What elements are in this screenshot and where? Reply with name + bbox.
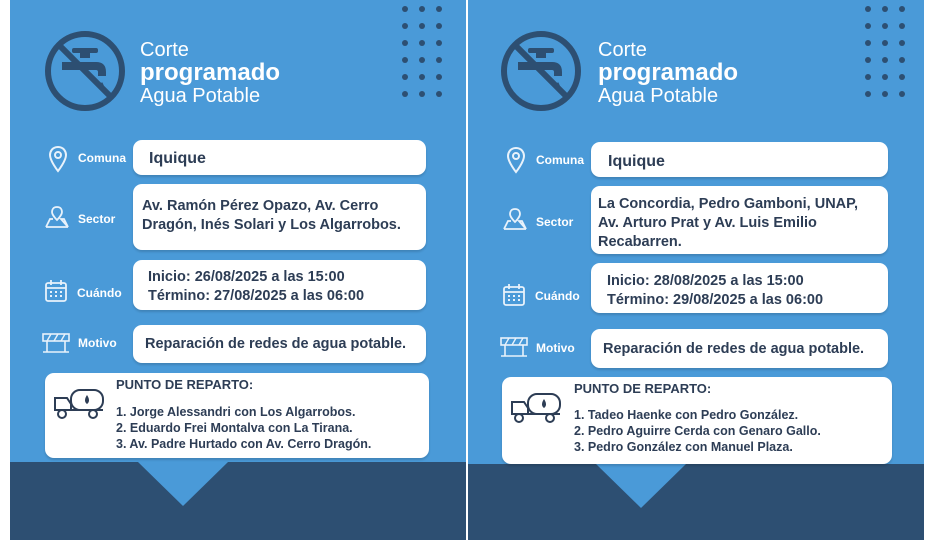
sector-box [591, 186, 888, 254]
flyer-title [598, 40, 738, 106]
title-line-1: Corte [140, 39, 189, 61]
reparto-list [116, 404, 429, 452]
water-truck-icon [53, 386, 105, 425]
flyer-left [10, 0, 466, 540]
water-truck-icon [510, 390, 562, 429]
reparto-title: PUNTO DE REPARTO: [116, 377, 254, 392]
label-motivo: Motivo [536, 341, 575, 355]
bottom-band [468, 464, 924, 540]
title-line-2: programado [140, 59, 281, 86]
title-line-3: Agua Potable [598, 85, 719, 107]
title-line-2: programado [598, 59, 739, 86]
label-sector: Sector [536, 215, 574, 229]
reparto-item: 2. Eduardo Frei Montalva con La Tirana. [116, 421, 353, 435]
decorative-dots [865, 6, 905, 97]
sector-line-2: Av. Arturo Prat y Av. Luis Emilio [598, 215, 817, 231]
reparto-item: 2. Pedro Aguirre Cerda con Genaro Gallo. [574, 424, 821, 438]
sector-line-1: Av. Ramón Pérez Opazo, Av. Cerro [142, 198, 379, 214]
label-cuando: Cuándo [77, 286, 122, 300]
reparto-item: 3. Pedro González con Manuel Plaza. [574, 440, 793, 454]
road-barrier-icon [42, 332, 70, 359]
reparto-item: 1. Jorge Alessandri con Los Algarrobos. [116, 405, 356, 419]
sector-box [133, 184, 426, 250]
flyer-right [468, 0, 924, 540]
map-sector-icon [502, 207, 528, 236]
termino-value: Término: 29/08/2025 a las 06:00 [607, 292, 824, 308]
label-comuna: Comuna [536, 153, 584, 167]
sector-line-3: Recabarren. [598, 234, 682, 250]
motivo-box [133, 325, 426, 363]
reparto-item: 1. Tadeo Haenke con Pedro González. [574, 408, 799, 422]
reparto-list [574, 407, 892, 455]
comuna-value: Iquique [149, 150, 206, 167]
sector-line-1: La Concordia, Pedro Gamboni, UNAP, [598, 196, 858, 212]
motivo-value: Reparación de redes de agua potable. [145, 336, 407, 352]
calendar-icon [44, 279, 68, 308]
motivo-value: Reparación de redes de agua potable. [603, 341, 865, 357]
label-comuna: Comuna [78, 151, 126, 165]
reparto-title: PUNTO DE REPARTO: [574, 381, 712, 396]
sector-line-2: Dragón, Inés Solari y Los Algarrobos. [142, 217, 401, 233]
inicio-value: Inicio: 26/08/2025 a las 15:00 [148, 269, 345, 285]
calendar-icon [502, 283, 526, 312]
no-water-faucet-icon [500, 30, 582, 112]
road-barrier-icon [500, 336, 528, 363]
title-line-1: Corte [598, 39, 647, 61]
inicio-value: Inicio: 28/08/2025 a las 15:00 [607, 273, 804, 289]
label-cuando: Cuándo [535, 289, 580, 303]
reparto-item: 3. Av. Padre Hurtado con Av. Cerro Dragón. [116, 437, 372, 451]
motivo-box [591, 329, 888, 368]
location-pin-icon [506, 146, 526, 179]
comuna-box [133, 140, 426, 175]
bottom-band [10, 462, 466, 540]
reparto-box [45, 373, 429, 458]
location-pin-icon [48, 145, 68, 178]
cuando-box [591, 263, 888, 313]
pointer-arrow [596, 464, 686, 508]
label-sector: Sector [78, 212, 116, 226]
no-water-faucet-icon [44, 30, 126, 112]
reparto-box [502, 377, 892, 464]
label-motivo: Motivo [78, 336, 117, 350]
termino-value: Término: 27/08/2025 a las 06:00 [148, 288, 365, 304]
comuna-box [591, 142, 888, 177]
pointer-arrow [138, 462, 228, 506]
map-sector-icon [44, 205, 70, 234]
cuando-box [133, 260, 426, 310]
comuna-value: Iquique [608, 153, 665, 170]
title-line-3: Agua Potable [140, 85, 261, 107]
flyer-title [140, 40, 280, 106]
decorative-dots [402, 6, 442, 97]
